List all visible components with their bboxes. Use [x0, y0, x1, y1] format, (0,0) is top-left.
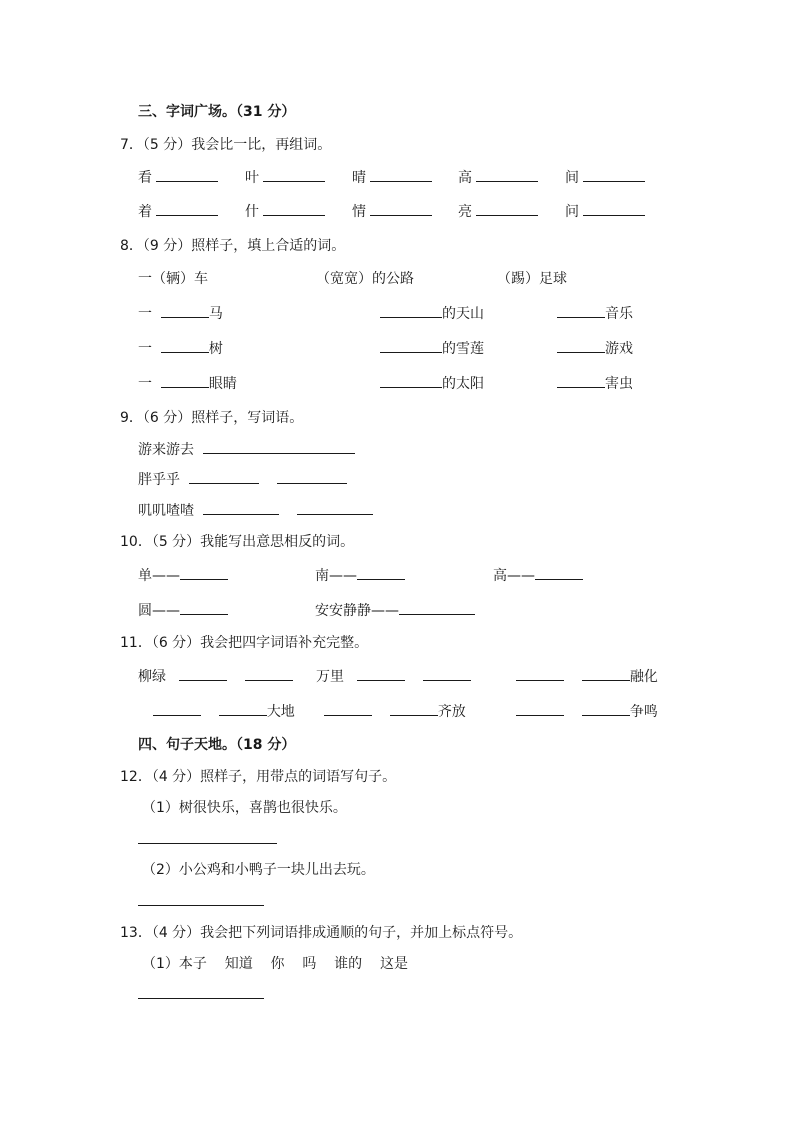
q7-char: 情	[352, 203, 432, 221]
answer-blank[interactable]	[219, 703, 267, 716]
answer-blank[interactable]	[582, 703, 630, 716]
answer-blank[interactable]	[161, 340, 209, 353]
q11-item: 大地	[153, 703, 295, 721]
answer-blank[interactable]	[380, 375, 442, 388]
q12-item: （1）树很快乐，喜鹊也很快乐。	[142, 800, 347, 816]
answer-blank[interactable]	[245, 668, 293, 681]
answer-blank[interactable]	[180, 567, 228, 580]
answer-blank[interactable]	[583, 203, 645, 216]
q12-item: （2）小公鸡和小鸭子一块儿出去玩。	[142, 862, 375, 878]
q8-item: 音乐	[557, 305, 633, 323]
q11-item: 齐放	[324, 703, 466, 721]
q13-item: （1）本子 知道 你 吗 谁的 这是	[142, 956, 408, 972]
answer-blank[interactable]	[263, 203, 325, 216]
answer-blank[interactable]	[557, 375, 605, 388]
q8-item: 游戏	[557, 340, 633, 358]
q10-item: 圆——	[138, 602, 228, 620]
q9-item: 胖乎乎	[138, 471, 347, 489]
answer-blank[interactable]	[263, 169, 325, 182]
answer-blank[interactable]	[189, 471, 259, 484]
section-three-title: 三、字词广场。（31 分）	[138, 104, 296, 120]
answer-blank[interactable]	[277, 471, 347, 484]
question-10-title: 10．（5 分）我能写出意思相反的词。	[120, 534, 355, 550]
q9-item: 叽叽喳喳	[138, 502, 373, 520]
q8-item: 害虫	[557, 375, 633, 393]
answer-blank[interactable]	[557, 340, 605, 353]
q7-char: 着	[138, 203, 218, 221]
answer-blank[interactable]	[156, 169, 218, 182]
q8-item: 一 树	[138, 341, 223, 357]
answer-blank[interactable]	[161, 305, 209, 318]
answer-blank[interactable]	[297, 502, 373, 515]
q8-example-2: （宽宽）的公路	[316, 271, 414, 287]
answer-blank[interactable]	[156, 203, 218, 216]
q8-item: 的天山	[380, 305, 484, 323]
answer-blank[interactable]	[583, 169, 645, 182]
answer-blank[interactable]	[180, 602, 228, 615]
q7-char: 问	[565, 203, 645, 221]
q10-item: 南——	[315, 567, 405, 585]
answer-blank[interactable]	[203, 441, 355, 454]
q7-char: 间	[565, 169, 645, 187]
question-11-title: 11．（6 分）我会把四字词语补充完整。	[120, 635, 369, 651]
q7-char: 什	[245, 203, 325, 221]
q7-char: 看	[138, 169, 218, 187]
question-7-title: 7．（5 分）我会比一比，再组词。	[120, 137, 332, 153]
q10-item: 安安静静——	[315, 602, 475, 620]
answer-line[interactable]	[138, 843, 277, 844]
answer-blank[interactable]	[423, 668, 471, 681]
answer-blank[interactable]	[357, 567, 405, 580]
q11-item: 争鸣	[516, 703, 658, 721]
q9-item: 游来游去	[138, 441, 355, 459]
question-12-title: 12．（4 分）照样子，用带点的词语写句子。	[120, 769, 397, 785]
answer-blank[interactable]	[476, 169, 538, 182]
q10-item: 单——	[138, 567, 228, 585]
answer-line[interactable]	[138, 905, 264, 906]
answer-line[interactable]	[138, 998, 264, 999]
q7-char: 叶	[245, 169, 325, 187]
q8-example-3: （踢）足球	[497, 271, 567, 287]
q8-item: 一 马	[138, 306, 223, 322]
answer-blank[interactable]	[370, 203, 432, 216]
answer-blank[interactable]	[390, 703, 438, 716]
q8-example-1: 一（辆）车	[138, 271, 208, 287]
answer-blank[interactable]	[370, 169, 432, 182]
answer-blank[interactable]	[516, 668, 564, 681]
q8-item: 的雪莲	[380, 340, 484, 358]
answer-blank[interactable]	[357, 668, 405, 681]
q8-item: 一 眼睛	[138, 376, 237, 392]
question-13-title: 13．（4 分）我会把下列词语排成通顺的句子，并加上标点符号。	[120, 925, 523, 941]
answer-blank[interactable]	[380, 340, 442, 353]
q8-item: 的太阳	[380, 375, 484, 393]
section-four-title: 四、句子天地。（18 分）	[138, 737, 296, 753]
q7-char: 亮	[458, 203, 538, 221]
answer-blank[interactable]	[535, 567, 583, 580]
q11-item: 柳绿	[138, 668, 293, 686]
question-8-title: 8．（9 分）照样子，填上合适的词。	[120, 238, 346, 254]
q10-item: 高——	[493, 567, 583, 585]
q11-item: 万里	[316, 668, 471, 686]
answer-blank[interactable]	[161, 375, 209, 388]
question-9-title: 9．（6 分）照样子，写词语。	[120, 410, 304, 426]
answer-blank[interactable]	[153, 703, 201, 716]
answer-blank[interactable]	[582, 668, 630, 681]
answer-blank[interactable]	[399, 602, 475, 615]
q11-item: 融化	[516, 668, 658, 686]
answer-blank[interactable]	[557, 305, 605, 318]
answer-blank[interactable]	[203, 502, 279, 515]
answer-blank[interactable]	[380, 305, 442, 318]
q7-char: 晴	[352, 169, 432, 187]
answer-blank[interactable]	[476, 203, 538, 216]
answer-blank[interactable]	[324, 703, 372, 716]
answer-blank[interactable]	[179, 668, 227, 681]
answer-blank[interactable]	[516, 703, 564, 716]
q7-char: 高	[458, 169, 538, 187]
